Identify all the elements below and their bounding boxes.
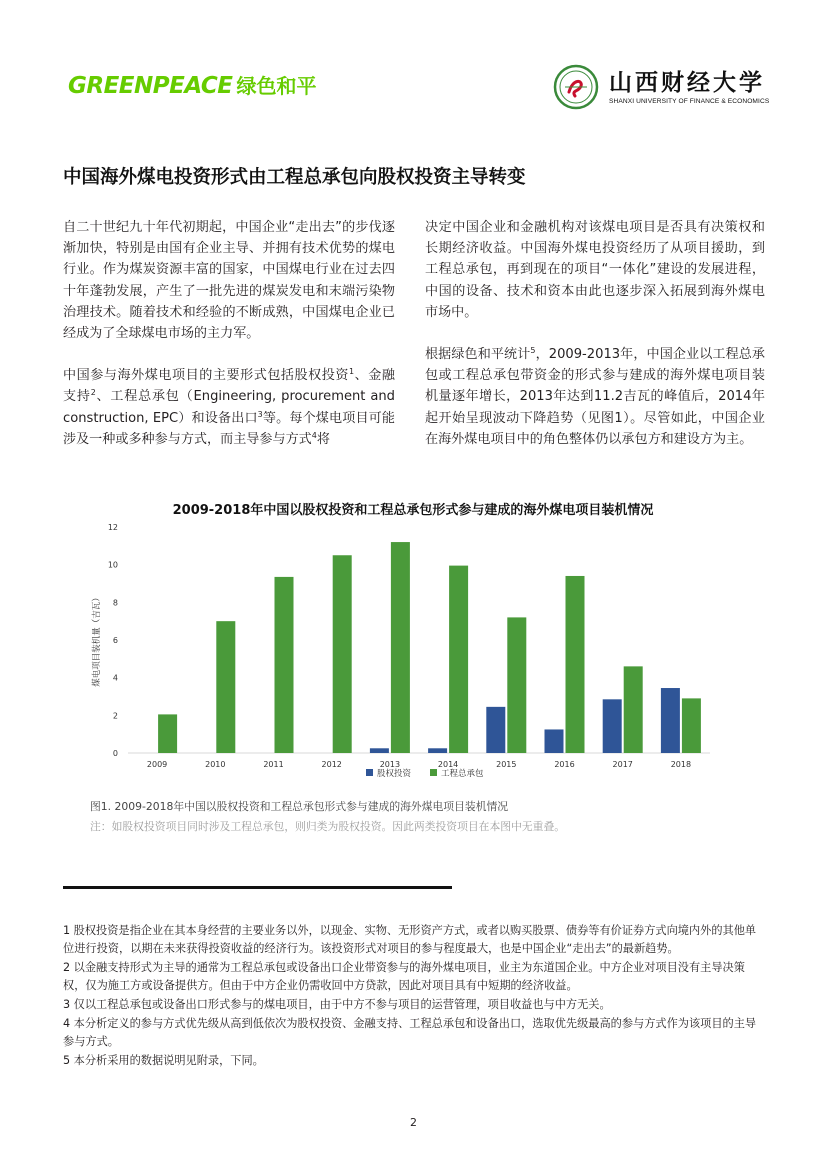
x-tick-label: 2015 — [496, 760, 517, 769]
footnote-3: 3 仅以工程总承包或设备出口形式参与的煤电项目，由于中方不参与项目的运营管理，项目收益也与中方无关。 — [63, 998, 611, 1011]
bar-epc-2012 — [333, 555, 352, 753]
legend-label-0: 股权投资 — [377, 769, 412, 779]
page-number: 2 — [410, 1116, 417, 1129]
bar-epc-2010 — [216, 621, 235, 753]
right-paragraph-2: 根据绿色和平统计$^5$，2009-2013年，中国企业以工程总承包或工程总承包带资金的形式参与建成的海外煤电项目装机量逐年增长，2013年达到11.2吉瓦的峰值后，2014年起开始呈现波动下降趋势（见图1）。尽管如此，中国企业在海外煤电项目中的角色整体仍以承包方和建设方为主。 — [425, 346, 766, 447]
bar-epc-2017 — [624, 666, 643, 753]
figure-caption: 图1. 2009-2018年中国以股权投资和工程总承包形式参与建成的海外煤电项目装机情况 — [90, 800, 509, 813]
bar-equity-2013 — [370, 748, 389, 753]
right-paragraph-1: 决定中国企业和金融机构对该煤电项目是否具有决策权和长期经济收益。中国海外煤电投资经历了从项目援助，到工程总承包，再到现在的项目“一体化”建设的发展进程，中国的设备、技术和资本由此也逐步深入拓展到海外煤电市场中。 — [425, 220, 765, 320]
x-tick-label: 2014 — [437, 760, 459, 769]
chart-figure — [63, 495, 763, 790]
figure-note: 注：如股权投资项目同时涉及工程总承包，则归类为股权投资。因此两类投资项目在本图中无重叠。 — [90, 820, 566, 833]
footnote-1: 1 股权投资是指企业在其本身经营的主要业务以外，以现金、实物、无形资产方式，或者以购买股票、债券等有价证券方式向境内外的其他单位进行投资，以期在未来获得投资收益的经济行为。该投资形式对项目的参与程度最大，也是中国企业“走出去”的最新趋势。 — [63, 924, 757, 955]
x-tick-label: 2011 — [263, 760, 284, 769]
footnote-ref-2[interactable]: 2 — [90, 388, 96, 398]
footnote-4: 4 本分析定义的参与方式优先级从高到低依次为股权投资、金融支持、工程总承包和设备出口，选取优先级最高的参与方式作为该项目的主导参与方式。 — [63, 1017, 757, 1048]
x-tick-label: 2017 — [612, 760, 633, 769]
university-name-en: SHANXI UNIVERSITY OF FINANCE & ECONOMICS — [609, 97, 770, 105]
university-emblem-icon — [553, 64, 599, 110]
bar-epc-2015 — [507, 617, 526, 753]
footnote-divider — [63, 886, 452, 889]
bar-equity-2018 — [661, 688, 680, 753]
footnote-5: 5 本分析采用的数据说明见附录，下同。 — [63, 1054, 264, 1067]
university-logo — [553, 64, 769, 110]
university-name-cn: 山西财经大学 — [609, 68, 765, 96]
footnote-2: 2 以金融支持形式为主导的通常为工程总承包或设备出口企业带资参与的海外煤电项目，业主为东道国企业。中方企业对项目没有主导决策权，仅为施工方或设备提供方。但由于中方企业仍需收回中方贷款，因此对项目具有中短期的经济收益。 — [63, 961, 745, 992]
y-axis-label: 煤电项目装机量（吉瓦） — [92, 593, 102, 687]
footnote-ref-5[interactable]: 5 — [530, 346, 536, 356]
y-tick-label: 8 — [112, 598, 118, 608]
left-column — [63, 217, 395, 471]
greenpeace-logo-cn: 绿色和平 — [236, 74, 317, 98]
y-tick-label: 4 — [112, 673, 118, 683]
y-tick-label: 2 — [112, 711, 118, 721]
bar-epc-2011 — [275, 577, 294, 753]
bar-equity-2017 — [603, 699, 622, 753]
left-paragraph-1: 自二十世纪九十年代初期起，中国企业“走出去”的步伐逐渐加快，特别是由国有企业主导、并拥有技术优势的煤电行业。作为煤炭资源丰富的国家，中国煤电行业在过去四十年蓬勃发展，产生了一批先进的煤炭发电和末端污染物治理技术。随着技术和经验的不断成熟，中国煤电企业已经成为了全球煤电市场的主力军。 — [63, 220, 395, 342]
greenpeace-logo-en: GREENPEACE — [68, 73, 233, 99]
y-tick-label: 10 — [107, 560, 118, 570]
bar-epc-2018 — [682, 698, 701, 753]
x-tick-label: 2018 — [670, 760, 692, 769]
x-tick-label: 2012 — [321, 760, 342, 769]
legend-label-1: 工程总承包 — [441, 769, 484, 779]
chart-title: 2009-2018年中国以股权投资和工程总承包形式参与建成的海外煤电项目装机情况 — [172, 503, 654, 518]
y-tick-label: 6 — [112, 636, 118, 645]
x-tick-label: 2016 — [554, 760, 575, 769]
bar-equity-2015 — [486, 707, 505, 753]
bar-epc-2009 — [158, 714, 177, 753]
footnote-ref-1[interactable]: 1 — [349, 367, 355, 377]
greenpeace-logo — [68, 70, 317, 99]
x-tick-label: 2013 — [379, 760, 401, 769]
right-column — [425, 217, 765, 471]
bar-epc-2014 — [449, 566, 468, 753]
bar-epc-2013 — [391, 542, 410, 753]
bar-equity-2014 — [428, 748, 447, 753]
y-tick-label: 12 — [107, 523, 118, 532]
legend-swatch-0 — [366, 769, 373, 776]
legend-swatch-1 — [430, 769, 437, 776]
footnotes — [63, 922, 763, 1071]
x-tick-label: 2009 — [146, 760, 168, 769]
y-tick-label: 0 — [112, 749, 118, 758]
bar-chart — [63, 495, 763, 790]
bar-epc-2016 — [566, 576, 585, 753]
x-tick-label: 2010 — [205, 760, 226, 769]
footnote-ref-3[interactable]: 3 — [257, 409, 263, 419]
bar-equity-2016 — [545, 729, 564, 753]
left-paragraph-2: 中国参与海外煤电项目的主要形式包括股权投资$^1$、金融支持$^2$、工程总承包（Engineering, procurement and construction, EPC）和设备出口$^3$等。每个煤电项目可能涉及一种或多种参与方式，而主导参与方式$^4$将 — [63, 367, 396, 447]
page-title: 中国海外煤电投资形式由工程总承包向股权投资主导转变 — [63, 167, 526, 188]
footnote-ref-4[interactable]: 4 — [311, 430, 317, 440]
